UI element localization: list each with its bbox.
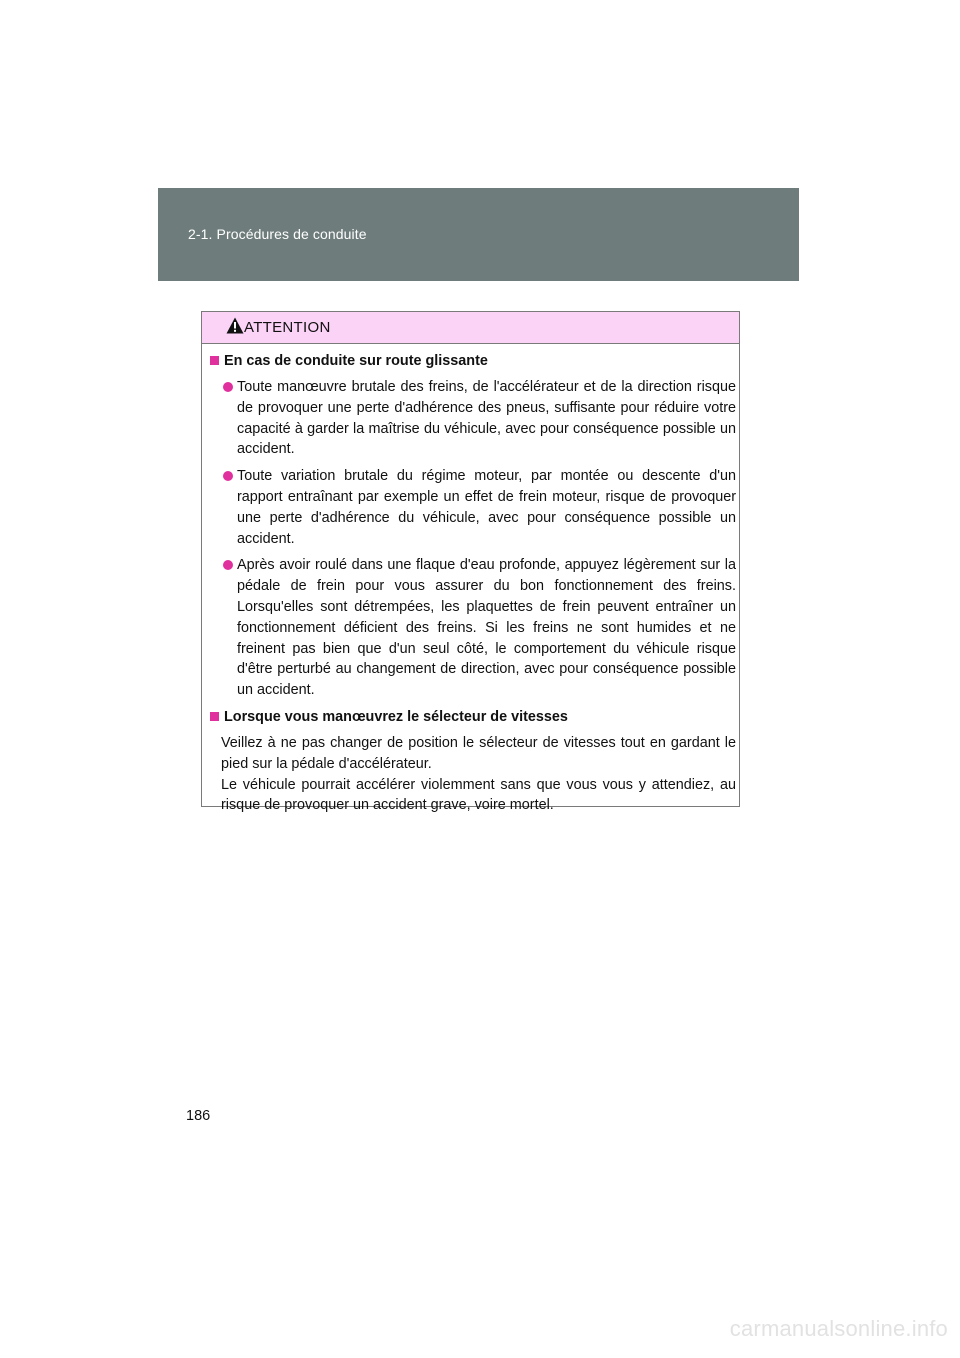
round-bullet-icon xyxy=(223,560,233,570)
paragraph-line: Veillez à ne pas changer de position le sélecteur de vitesses tout en gardant le pied sur la pédale d'accélérateur. xyxy=(221,734,736,772)
section-heading xyxy=(209,351,736,371)
chapter-header-band xyxy=(158,188,799,281)
list-item xyxy=(209,555,736,701)
list-item xyxy=(209,377,736,460)
list-item-text: Après avoir roulé dans une flaque d'eau profonde, appuyez légèrement sur la pédale de frein pour vous assurer du bon fonctionnement des freins. Lorsqu'elles sont détrempées, les plaquettes de frein peuvent entraîner un fonctionnement déficient des freins. Si les freins ne sont humides et ne freinent pas bien que d'un seul côté, le comportement du véhicule risque d'être perturbé au changement de direction, avec pour conséquence possible un accident. xyxy=(237,557,736,699)
round-bullet-icon xyxy=(223,471,233,481)
section-heading xyxy=(209,707,736,727)
warning-body xyxy=(209,351,736,816)
section-heading-text: Lorsque vous manœuvrez le sélecteur de vitesses xyxy=(224,708,568,725)
section-heading-text: En cas de conduite sur route glissante xyxy=(224,353,488,369)
warning-header xyxy=(202,312,739,344)
warning-box xyxy=(201,311,740,814)
page-number: 186 xyxy=(186,1108,211,1124)
warning-title: ATTENTION xyxy=(244,319,331,336)
section-title: 2-1. Procédures de conduite xyxy=(188,226,367,242)
watermark: carmanualsonline.info xyxy=(729,1316,948,1341)
list-item-text: Toute variation brutale du régime moteur, par montée ou descente d'un rapport entraînant par exemple un effet de frein moteur, risque de provoquer une perte d'adhérence du véhicule, avec pour conséquence possible un accident. xyxy=(237,468,736,547)
square-bullet-icon xyxy=(210,712,219,721)
list-item-text: Toute manœuvre brutale des freins, de l'accélérateur et de la direction risque de provoquer une perte d'adhérence des pneus, suffisante pour réduire votre capacité à garder la maîtrise du véhicule, avec pour conséquence possible un accident. xyxy=(237,379,736,458)
paragraph-line: Le véhicule pourrait accélérer violemment sans que vous vous y attendiez, au risque de provoquer un accident grave, voire mortel. xyxy=(221,776,736,814)
paragraph xyxy=(209,733,736,816)
round-bullet-icon xyxy=(223,382,233,392)
warning-triangle-icon xyxy=(226,317,244,334)
square-bullet-icon xyxy=(210,356,219,365)
list-item xyxy=(209,466,736,549)
